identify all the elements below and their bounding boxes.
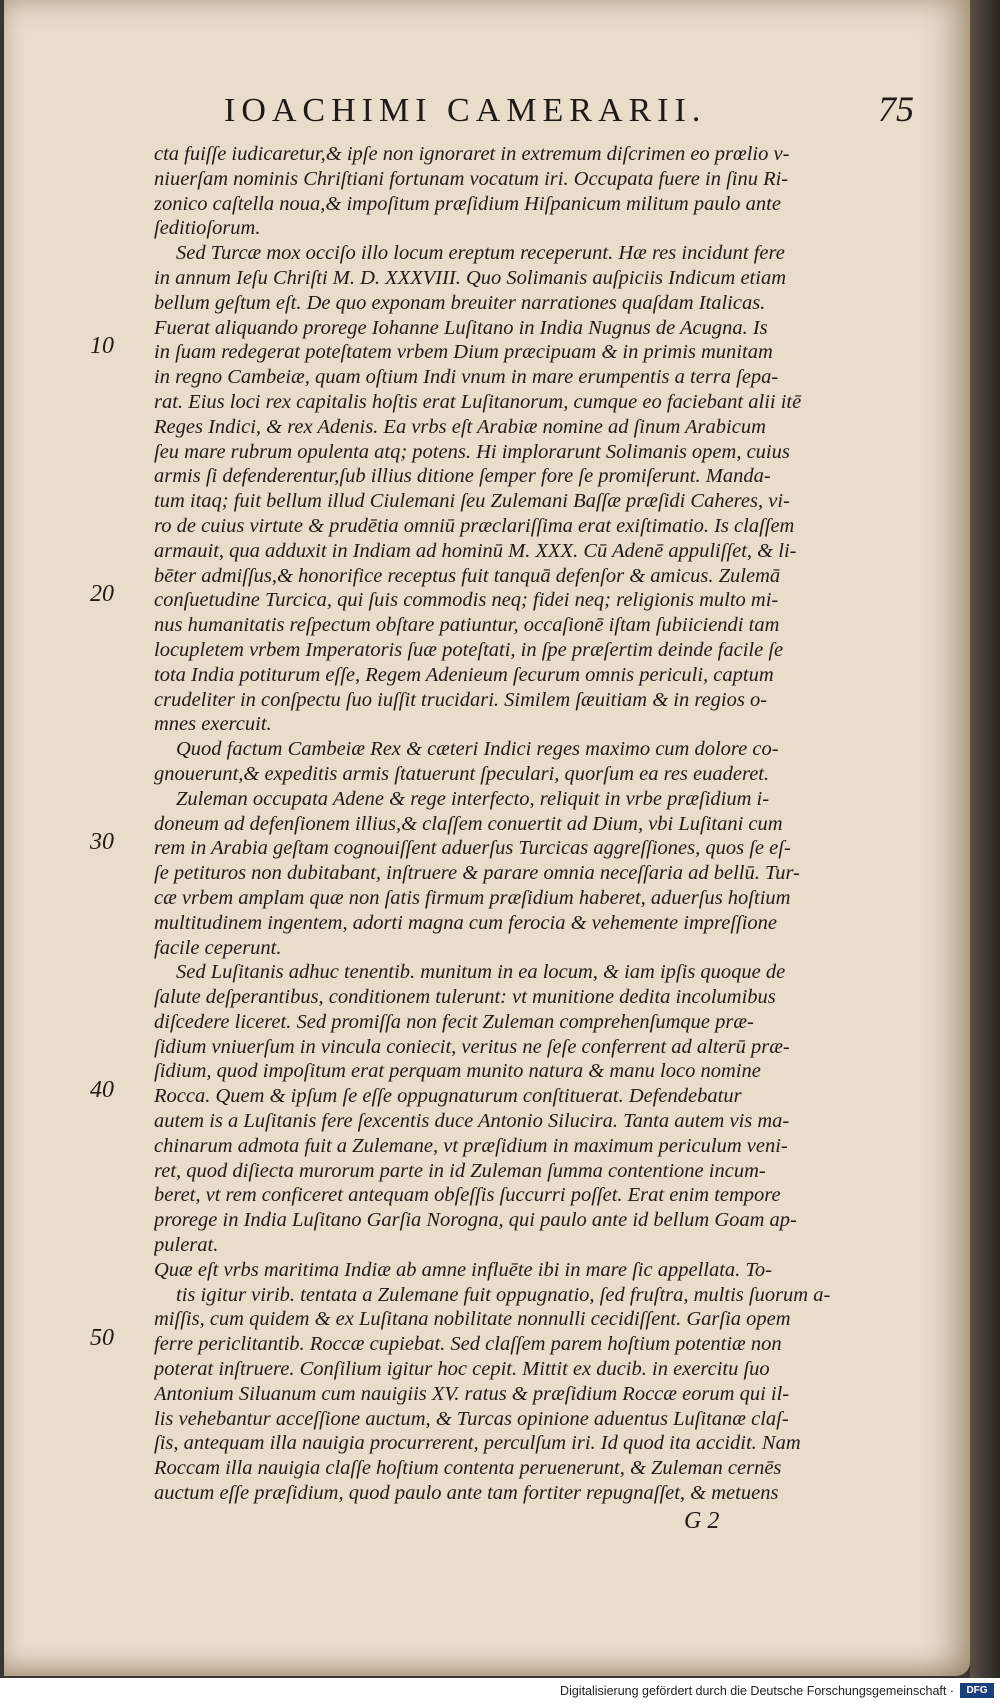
text-line: tum itaq; fuit bellum illud Ciulemani ſeu Zulemani Baſſæ præſidi Caheres, vi- — [154, 490, 790, 513]
text-line: ſeditioſorum. — [154, 217, 261, 240]
text-line: ret, quod diſiecta murorum parte in id Zuleman ſumma contentione incum- — [154, 1159, 766, 1182]
text-line: cæ vrbem amplam quæ non ſatis firmum præſidium haberet, aduerſus hoſtium — [154, 886, 791, 909]
text-line: bellum geſtum eſt. De quo exponam breuiter narrationes quaſdam Italicas. — [154, 291, 766, 314]
text-line: Antonium Siluanum cum nauigiis XV. ratus & præſidium Roccæ eorum qui il- — [154, 1382, 790, 1405]
text-line: lis vehebantur acceſſione auctum, & Turcas opinione aduentus Luſitanæ claſ- — [154, 1407, 789, 1430]
margin-line-number: 20 — [90, 581, 114, 607]
text-line: Fuerat aliquando prorege Iohanne Luſitano in India Nugnus de Acugna. Is — [154, 316, 768, 339]
text-line: rem in Arabia geſtam cognouiſſent aduerſus Turcicas aggreſſiones, quos ſe eſ- — [154, 837, 791, 860]
text-line: ro de cuius virtute & prudētia omniū præclariſſima erat exiſtimatio. Is claſſem — [154, 514, 795, 537]
text-line: ſeu mare rubrum opulenta atq; potens. Hi implorarunt Solimanis opem, cuius — [154, 440, 790, 463]
text-line: multitudinem ingentem, adorti magna cum ferocia & vehemente impreſſione — [154, 911, 778, 934]
body-text — [154, 142, 844, 1506]
text-line: Reges Indici, & rex Adenis. Ea vrbs eſt Arabiæ nomine ad ſinum Arabicum — [154, 415, 766, 438]
text-line: mnes exercuit. — [154, 713, 272, 736]
text-line: armauit, qua adduxit in Indiam ad hominū M. XXX. Cū Adenē appuliſſet, & li- — [154, 539, 797, 562]
text-line: conſuetudine Turcica, qui ſuis commodis neq; fidei neq; religionis multo mi- — [154, 589, 779, 612]
text-line: beret, vt rem conficeret antequam obſeſſis ſuccurri poſſet. Erat enim tempore — [154, 1184, 781, 1207]
margin-line-number: 30 — [90, 829, 114, 855]
text-line: rat. Eius loci rex capitalis hoſtis erat Luſitanorum, cumque eo faciebant alii itē — [154, 390, 802, 413]
margin-line-number: 50 — [90, 1325, 114, 1351]
text-line: prorege in India Luſitano Garſia Norogna, qui paulo ante id bellum Goam ap- — [154, 1209, 797, 1232]
text-line: diſcedere liceret. Sed promiſſa non fecit Zuleman comprehenſumque præ- — [154, 1010, 754, 1033]
book-page — [4, 0, 970, 1676]
text-line: Quæ eſt vrbs maritima Indiæ ab amne influēte ibi in mare ſic appellata. To- — [154, 1258, 773, 1281]
text-line: in ſuam redegerat poteſtatem vrbem Dium præcipuam & in primis munitam — [154, 341, 773, 364]
text-line: facile ceperunt. — [154, 936, 282, 959]
text-line: gnouerunt,& expeditis armis ſtatuerunt ſpeculari, quorſum ea res euaderet. — [154, 762, 770, 785]
text-line: tis igitur virib. tentata a Zulemane fuit oppugnatio, ſed fruſtra, multis ſuorum a- — [176, 1283, 831, 1306]
text-line: Roccam illa nauigia claſſe hoſtium contenta peruenerunt, & Zuleman cernēs — [154, 1457, 782, 1480]
text-line: ferre periclitantib. Roccæ cupiebat. Sed claſſem parem hoſtium potentiæ non — [154, 1333, 782, 1356]
text-line: armis ſi defenderentur,ſub illius ditione ſemper fore ſe promiſerunt. Manda- — [154, 465, 771, 488]
page-number: 75 — [878, 89, 914, 129]
text-line: miſſis, cum quidem & ex Luſitana nobilitate nonnulli cecidiſſent. Garſia opem — [154, 1308, 791, 1331]
text-line: in regno Cambeiæ, quam oſtium Indi vnum in mare erumpentis a terra ſepa- — [154, 366, 779, 389]
text-line: ſe petituros non dubitabant, inſtruere & parare omnia neceſſaria ad bellū. Tur- — [154, 862, 800, 885]
signature-mark: G 2 — [684, 1508, 720, 1534]
text-line: auctum eſſe præſidium, quod paulo ante tam fortiter repugnaſſet, & metuens — [154, 1482, 779, 1505]
text-line: poterat inſtruere. Conſilium igitur hoc cepit. Mittit ex ducib. in exercitu ſuo — [154, 1358, 770, 1381]
text-line: crudeliter in conſpectu ſuo iuſſit trucidari. Similem ſæuitiam & in regios o- — [154, 688, 768, 711]
text-line: Sed Luſitanis adhuc tenentib. munitum in ea locum, & iam ipſis quoque de — [176, 961, 786, 984]
text-line: Quod factum Cambeiæ Rex & cæteri Indici reges maximo cum dolore co- — [176, 738, 779, 761]
text-line: nus humanitatis reſpectum obſtare patiuntur, occaſionē iſtam ſubiiciendi tam — [154, 614, 780, 637]
digitization-footer — [0, 1678, 1000, 1704]
text-line: ſidium, quod impoſitum erat perquam munito natura & manu loco nomine — [154, 1060, 761, 1083]
text-line: locupletem vrbem Imperatoris ſuæ poteſtati, in ſpe præſertim deinde facile ſe — [154, 638, 784, 661]
text-line: bēter admiſſus,& honorifice receptus fuit tanquā defenſor & amicus. Zulemā — [154, 564, 781, 587]
text-line: niuerſam nominis Chriſtiani fortunam vocatum iri. Occupata fuere in ſinu Ri- — [154, 167, 789, 190]
text-line: in annum Ieſu Chriſti M. D. XXXVIII. Quo Solimanis auſpiciis Indicum etiam — [154, 266, 787, 289]
text-line: ſis, antequam illa nauigia procurrerent, perculſum iri. Id quod ita accidit. Nam — [154, 1432, 801, 1455]
text-line: zonico caſtella noua,& impoſitum præſidium Hiſpanicum militum paulo ante — [154, 192, 781, 215]
page-header — [154, 89, 914, 132]
dfg-logo: DFG — [960, 1683, 994, 1698]
text-line: Zuleman occupata Adene & rege interfecto, reliquit in vrbe præſidium i- — [176, 787, 770, 810]
margin-line-number: 10 — [90, 333, 114, 359]
margin-line-number: 40 — [90, 1077, 114, 1103]
text-line: chinarum admota fuit a Zulemane, vt præſidium in maximum periculum veni- — [154, 1134, 788, 1157]
text-line: doneum ad defenſionem illius,& claſſem conuertit ad Dium, vbi Luſitani cum — [154, 812, 783, 835]
text-line: Sed Turcæ mox occiſo illo locum ereptum receperunt. Hæ res incidunt fere — [176, 242, 785, 265]
text-line: ſalute deſperantibus, conditionem tulerunt: vt munitione dedita incolumibus — [154, 986, 776, 1009]
text-line: pulerat. — [154, 1234, 219, 1257]
text-line: cta fuiſſe iudicaretur,& ipſe non ignoraret in extremum diſcrimen eo prœlio v- — [154, 143, 790, 165]
running-head: IOACHIMI CAMERARII. — [224, 92, 707, 129]
text-line: tota India potiturum eſſe, Regem Adenieum ſecurum omnis periculi, captum — [154, 663, 774, 686]
book-spine — [970, 0, 1000, 1704]
text-line: ſidium vniuerſum in vincula coniecit, veritus ne ſeſe conferrent ad alterū præ- — [154, 1035, 790, 1058]
footer-credit: Digitalisierung gefördert durch die Deutsche Forschungsgemeinschaft · — [560, 1684, 954, 1698]
text-line: Rocca. Quem & ipſum ſe eſſe oppugnaturum conſtituerat. Defendebatur — [154, 1085, 742, 1108]
text-line: autem is a Luſitanis fere ſexcentis duce Antonio Silucira. Tanta autem vis ma- — [154, 1110, 790, 1133]
